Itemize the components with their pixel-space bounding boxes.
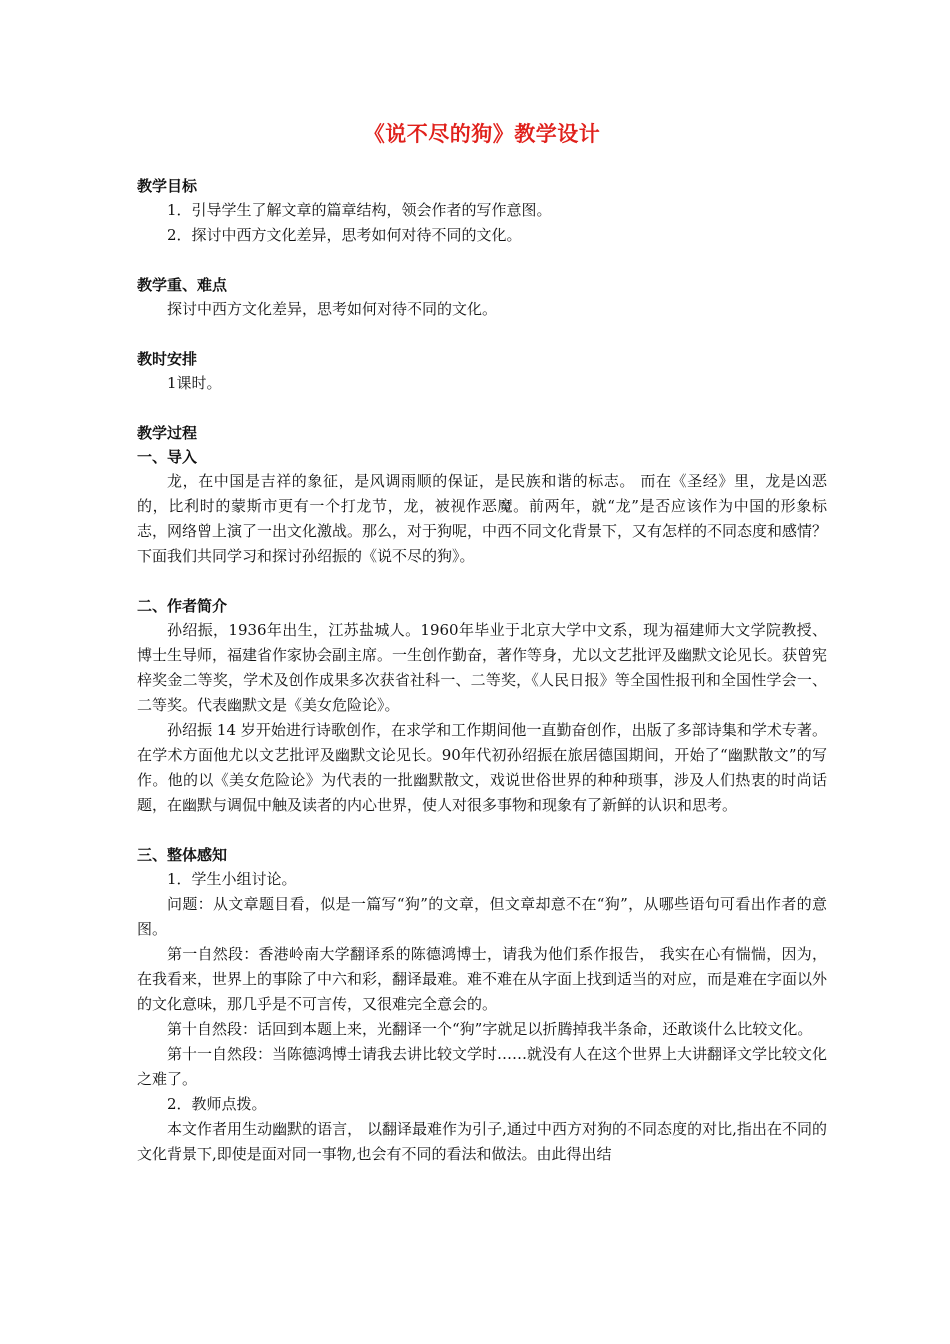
- objectives-heading: 教学目标: [137, 177, 198, 195]
- schedule-heading: 教时安排: [137, 350, 198, 368]
- overall-paragraph-10: 第十自然段：话回到本题上来，光翻译一个“狗”字就足以折腾掉我半条命，还敢谈什么比较文化。: [167, 1020, 813, 1038]
- overall-step-2: 2．教师点拨。: [167, 1095, 267, 1113]
- overall-paragraph-11: 第十一自然段：当陈德鸿博士请我去讲比较文学时……就没有人在这个世界上大讲翻译文学比较文化之难了。: [137, 1045, 828, 1088]
- intro-heading: 一、导入: [137, 448, 198, 466]
- author-paragraph-1: 孙绍振，1936年出生，江苏盐城人。1960年毕业于北京大学中文系，现为福建师大文学院教授、博士生导师，福建省作家协会副主席。一生创作勤奋，著作等身，尤以文艺批评及幽默文论见长。获曾宪梓奖金二等奖，学术及创作成果多次获省社科一、二等奖，《人民日报》等全国性报刊和全国性学会一、二等奖。代表幽默文是《美女危险论》。: [137, 621, 828, 714]
- author-paragraph-2: 孙绍振 14 岁开始进行诗歌创作，在求学和工作期间他一直勤奋创作，出版了多部诗集和学术专著。在学术方面他尤以文艺批评及幽默文论见长。90年代初孙绍振在旅居德国期间，开始了“幽默散文”的写作。他的以《美女危险论》为代表的一批幽默散文，戏说世俗世界的种种琐事，涉及人们热衷的时尚话题，在幽默与调侃中触及读者的内心世界，使人对很多事物和现象有了新鲜的认识和思考。: [137, 721, 827, 814]
- schedule-text: 1课时。: [167, 374, 222, 392]
- overall-comment: 本文作者用生动幽默的语言， 以翻译最难作为引子,通过中西方对狗的不同态度的对比,指出在不同的文化背景下,即使是面对同一事物,也会有不同的看法和做法。由此得出结: [137, 1120, 827, 1163]
- author-heading: 二、作者简介: [137, 597, 228, 615]
- overall-paragraph-1: 第一自然段：香港岭南大学翻译系的陈德鸿博士，请我为他们系作报告， 我实在心有惴惴，因为，在我看来，世界上的事除了中六和彩，翻译最难。难不难在从字面上找到适当的对应，而是难在字面以外的文化意味，那几乎是不可言传，又很难完全意会的。: [137, 945, 828, 1013]
- overall-heading: 三、整体感知: [137, 846, 228, 864]
- objective-item: 2．探讨中西方文化差异，思考如何对待不同的文化。: [167, 226, 522, 244]
- key-points-heading: 教学重、难点: [137, 276, 228, 294]
- intro-paragraph: 龙，在中国是吉祥的象征，是风调雨顺的保证，是民族和谐的标志。 而在《圣经》里，龙是凶恶的，比利时的蒙斯市更有一个打龙节，龙，被视作恶魔。前两年，就“龙”是否应该作为中国的形象标志，网络曾上演了一出文化激战。那么，对于狗呢，中西不同文化背景下，又有怎样的不同态度和感情？下面我们共同学习和探讨孙绍振的《说不尽的狗》。: [137, 472, 828, 565]
- overall-step-1: 1．学生小组讨论。: [167, 870, 297, 888]
- document-body: [137, 118, 827, 1167]
- overall-question: 问题：从文章题目看，似是一篇写“狗”的文章，但文章却意不在“狗”，从哪些语句可看出作者的意图。: [137, 895, 827, 938]
- objective-item: 1．引导学生了解文章的篇章结构，领会作者的写作意图。: [167, 201, 552, 219]
- key-points-text: 探讨中西方文化差异，思考如何对待不同的文化。: [167, 300, 498, 318]
- process-heading: 教学过程: [137, 424, 198, 442]
- document-title: 《说不尽的狗》教学设计: [363, 121, 601, 146]
